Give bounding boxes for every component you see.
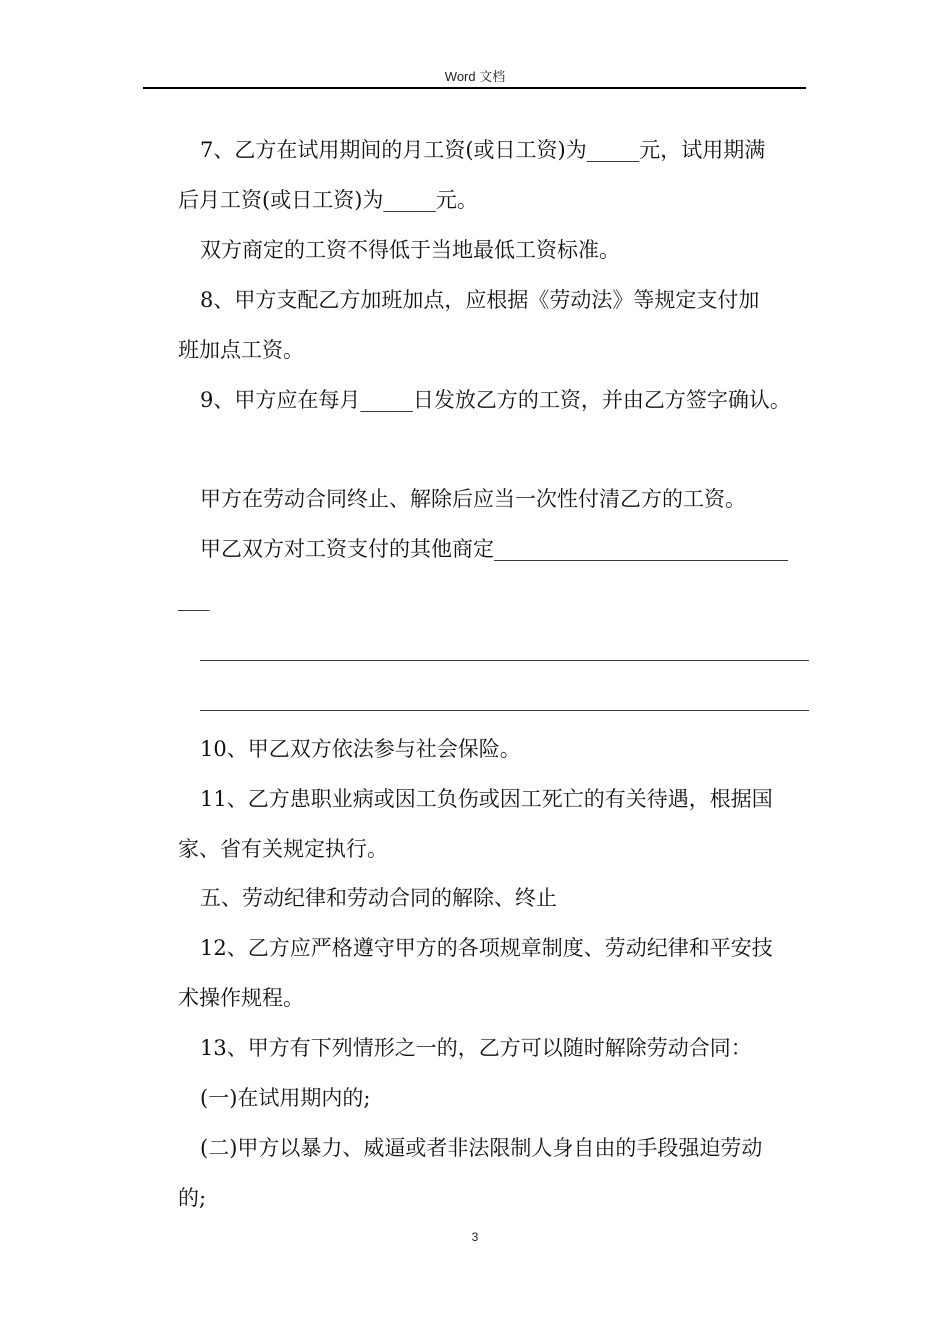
header-rule bbox=[143, 87, 806, 89]
body-line: 8、甲方支配乙方加班加点，应根据《劳动法》等规定支付加 bbox=[200, 288, 760, 312]
body-line: 双方商定的工资不得低于当地最低工资标准。 bbox=[200, 238, 620, 262]
body-line: 的; bbox=[178, 1186, 207, 1210]
body-line: (二)甲方以暴力、威逼或者非法限制人身自由的手段强迫劳动 bbox=[200, 1136, 763, 1160]
body-line: 7、乙方在试用期间的月工资(或日工资)为_____元，试用期满 bbox=[200, 138, 766, 162]
body-line: 10、甲乙双方依法参与社会保险。 bbox=[200, 737, 521, 761]
page-header-title: Word 文档 bbox=[444, 69, 506, 84]
body-line: 后月工资(或日工资)为_____元。 bbox=[178, 188, 478, 212]
body-line: 9、甲方应在每月_____日发放乙方的工资，并由乙方签字确认。 bbox=[200, 388, 791, 412]
body-line: 家、省有关规定执行。 bbox=[178, 837, 388, 861]
page-number: 3 bbox=[471, 1230, 479, 1244]
section-heading: 五、劳动纪律和劳动合同的解除、终止 bbox=[200, 886, 557, 910]
body-line: 11、乙方患职业病或因工负伤或因工死亡的有关待遇，根据国 bbox=[200, 787, 773, 811]
body-line: 甲方在劳动合同终止、解除后应当一次性付清乙方的工资。 bbox=[200, 487, 746, 511]
body-line: 甲乙双方对工资支付的其他商定____________________________ bbox=[200, 537, 788, 561]
body-line: 12、乙方应严格遵守甲方的各项规章制度、劳动纪律和平安技 bbox=[200, 936, 773, 960]
body-line: (一)在试用期内的; bbox=[200, 1086, 371, 1110]
body-line: __________________________________________________________ bbox=[200, 687, 809, 711]
body-line: __________________________________________________________ bbox=[200, 637, 809, 661]
body-line: 班加点工资。 bbox=[178, 338, 304, 362]
body-line: 术操作规程。 bbox=[178, 986, 304, 1010]
body-line: ___ bbox=[178, 587, 210, 611]
body-line: 13、甲方有下列情形之一的，乙方可以随时解除劳动合同： bbox=[200, 1036, 752, 1060]
